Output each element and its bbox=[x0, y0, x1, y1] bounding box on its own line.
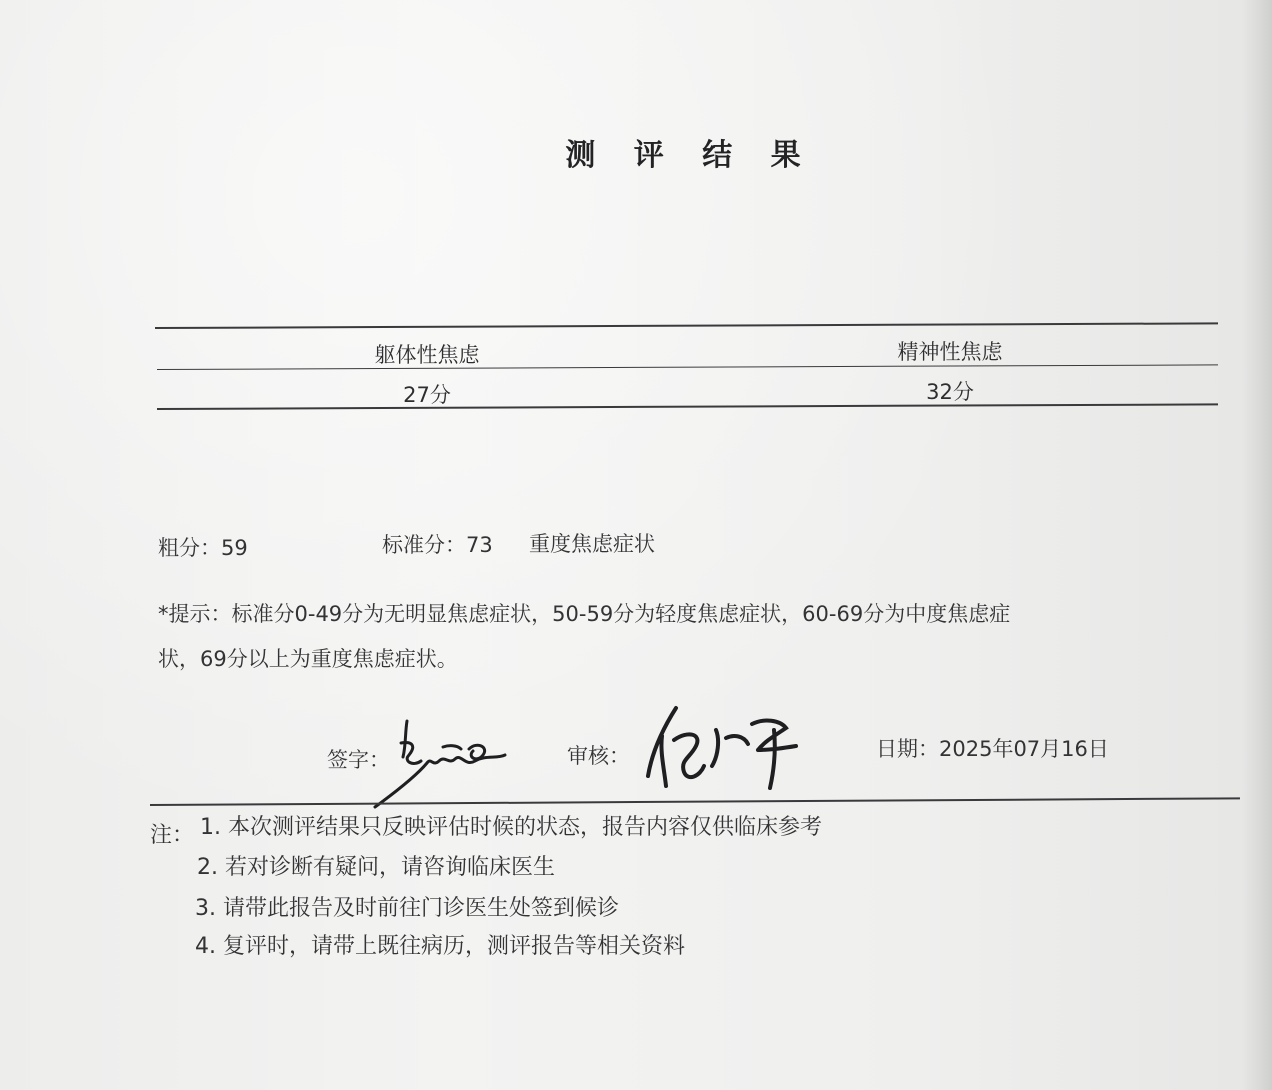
date-value: 2025年07月16日 bbox=[939, 737, 1109, 761]
sign-label: 签字： bbox=[327, 748, 390, 772]
raw-score bbox=[158, 532, 248, 562]
date-label: 日期： bbox=[876, 737, 939, 761]
raw-score-value: 59 bbox=[221, 536, 248, 560]
review-label: 审核： bbox=[567, 744, 630, 768]
table-header-somatic: 躯体性焦虑 bbox=[374, 343, 480, 367]
severity-level: 重度焦虑症状 bbox=[529, 532, 655, 556]
table-value-somatic: 27分 bbox=[403, 383, 451, 407]
standard-score-label: 标准分： bbox=[382, 533, 466, 557]
note-item-1: 1. 本次测评结果只反映评估时候的状态，报告内容仅供临床参考 bbox=[200, 815, 822, 840]
hint-line-2: 状，69分以上为重度焦虑症状。 bbox=[158, 647, 458, 671]
standard-score bbox=[382, 529, 493, 559]
hint-prefix: *提示： bbox=[158, 602, 232, 626]
date bbox=[876, 733, 1109, 763]
report-title: 测 评 结 果 bbox=[565, 138, 815, 173]
raw-score-label: 粗分： bbox=[158, 536, 221, 560]
standard-score-value: 73 bbox=[466, 533, 493, 557]
note-item-2: 2. 若对诊断有疑问，请咨询临床医生 bbox=[197, 855, 555, 880]
notes-label: 注： bbox=[150, 823, 195, 848]
score-hint bbox=[158, 592, 1198, 682]
note-item-4: 4. 复评时，请带上既往病历，测评报告等相关资料 bbox=[195, 934, 685, 959]
handwritten-signature-reviewer bbox=[640, 700, 810, 800]
note-item-3: 3. 请带此报告及时前往门诊医生处签到候诊 bbox=[195, 896, 619, 921]
table-top-rule bbox=[155, 322, 1218, 329]
table-header-psychic: 精神性焦虑 bbox=[897, 340, 1003, 364]
hint-line-1: 标准分0-49分为无明显焦虑症状，50-59分为轻度焦虑症状，60-69分为中度焦虑症 bbox=[231, 602, 1011, 626]
handwritten-signature-signer bbox=[345, 715, 525, 815]
paper-edge-shadow bbox=[1242, 0, 1272, 1090]
table-value-psychic: 32分 bbox=[926, 380, 974, 404]
table-bottom-rule bbox=[157, 403, 1218, 410]
